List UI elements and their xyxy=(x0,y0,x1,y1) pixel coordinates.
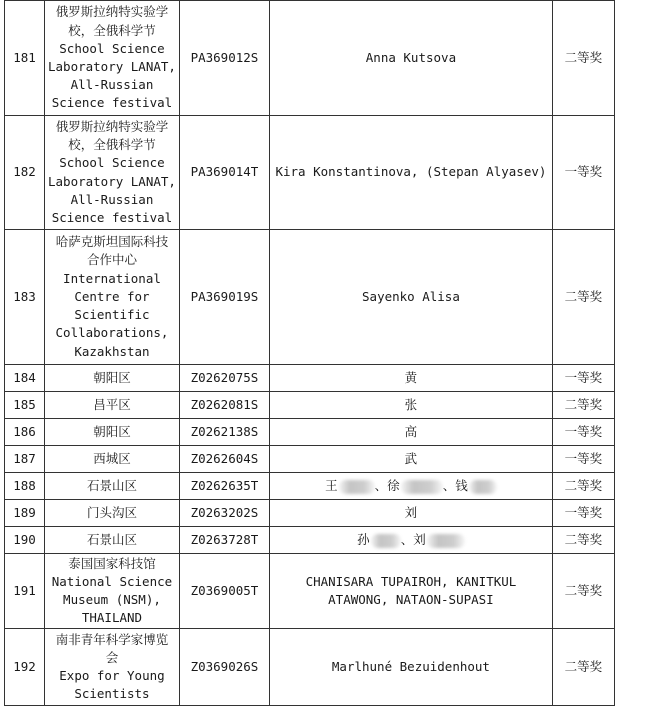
organization-line: 会 xyxy=(105,649,119,665)
award-level: 一等奖 xyxy=(552,419,614,446)
organization-line: School Science xyxy=(59,155,165,171)
organization-line: 石景山区 xyxy=(86,478,137,493)
organization-line: 昌平区 xyxy=(93,397,131,412)
participant-names xyxy=(269,392,552,419)
redaction-blur xyxy=(469,480,497,494)
table-row xyxy=(5,1,615,116)
participant-names xyxy=(269,365,552,392)
row-number: 183 xyxy=(5,230,45,365)
project-code: Z0263202S xyxy=(179,500,269,527)
participant-name-fragment: 、刘 xyxy=(400,532,426,547)
participant-names xyxy=(269,473,552,500)
project-code: PA369014T xyxy=(179,116,269,230)
participant-name-fragment: 孙 xyxy=(357,532,370,547)
participant-names xyxy=(269,629,552,706)
participant-names xyxy=(269,1,552,116)
organization-cell xyxy=(45,1,180,116)
row-number: 188 xyxy=(5,473,45,500)
row-number: 181 xyxy=(5,1,45,116)
award-level: 二等奖 xyxy=(552,629,614,706)
participant-name-text: Anna Kutsova xyxy=(365,49,457,65)
project-code: Z0263728T xyxy=(179,527,269,554)
project-code: Z0262635T xyxy=(179,473,269,500)
participant-names xyxy=(269,230,552,365)
row-number: 186 xyxy=(5,419,45,446)
project-code: PA369012S xyxy=(179,1,269,116)
participant-names xyxy=(269,116,552,230)
organization-line: 俄罗斯拉纳特实验学 xyxy=(55,118,169,134)
row-number: 192 xyxy=(5,629,45,706)
organization-line: Science festival xyxy=(51,209,173,225)
award-table xyxy=(4,0,615,706)
organization-line: National Science xyxy=(51,573,173,589)
organization-cell xyxy=(45,230,180,365)
project-code: PA369019S xyxy=(179,230,269,365)
table-row xyxy=(5,446,615,473)
row-number: 190 xyxy=(5,527,45,554)
participant-names xyxy=(269,500,552,527)
table-row xyxy=(5,473,615,500)
row-number: 182 xyxy=(5,116,45,230)
award-level: 二等奖 xyxy=(552,473,614,500)
row-number: 187 xyxy=(5,446,45,473)
participant-names xyxy=(269,446,552,473)
organization-cell xyxy=(45,554,180,629)
organization-line: School Science xyxy=(59,40,165,56)
row-number: 184 xyxy=(5,365,45,392)
organization-cell xyxy=(45,116,180,230)
organization-cell xyxy=(45,365,180,392)
award-level: 二等奖 xyxy=(552,1,614,116)
organization-line: Museum (NSM), xyxy=(63,592,161,607)
organization-line: Laboratory LANAT, xyxy=(48,59,176,74)
table-row xyxy=(5,392,615,419)
redaction-blur xyxy=(427,534,465,548)
award-level: 二等奖 xyxy=(552,230,614,365)
organization-line: International xyxy=(63,270,161,286)
project-code: Z0369005T xyxy=(179,554,269,629)
row-number: 185 xyxy=(5,392,45,419)
organization-line: Scientific xyxy=(74,307,150,323)
award-level: 一等奖 xyxy=(552,116,614,230)
participant-name-text: Sayenko Alisa xyxy=(362,288,460,304)
project-code: Z0262081S xyxy=(179,392,269,419)
organization-cell xyxy=(45,629,180,706)
organization-line: Centre for xyxy=(74,288,150,304)
organization-line: 哈萨克斯坦国际科技 xyxy=(55,234,169,250)
organization-line: 南非青年科学家博览 xyxy=(55,631,169,647)
organization-cell xyxy=(45,473,180,500)
organization-line: THAILAND xyxy=(81,610,143,626)
participant-name-text: CHANISARA TUPAIROH, KANITKUL ATAWONG, NATAON-SUPASI xyxy=(305,573,517,607)
participant-name-fragment: 张 xyxy=(404,397,418,412)
award-level: 二等奖 xyxy=(552,554,614,629)
row-number: 189 xyxy=(5,500,45,527)
table-row xyxy=(5,527,615,554)
project-code: Z0262138S xyxy=(179,419,269,446)
organization-line: 校，全俄科学节 xyxy=(68,22,156,38)
organization-line: Scientists xyxy=(74,686,150,702)
award-level: 二等奖 xyxy=(552,392,614,419)
project-code: Z0262075S xyxy=(179,365,269,392)
participant-name-fragment: 王 xyxy=(325,478,338,493)
organization-line: 西城区 xyxy=(93,451,131,466)
organization-line: Laboratory LANAT, xyxy=(48,173,176,189)
organization-line: 校，全俄科学节 xyxy=(68,137,156,153)
organization-cell xyxy=(45,446,180,473)
organization-line: 合作中心 xyxy=(86,252,137,268)
redaction-blur xyxy=(401,480,443,494)
award-level: 一等奖 xyxy=(552,365,614,392)
project-code: Z0369026S xyxy=(179,629,269,706)
participant-name-fragment: 武 xyxy=(404,451,418,466)
participant-name-fragment: 、徐 xyxy=(374,478,400,493)
organization-line: 朝阳区 xyxy=(93,370,131,385)
participant-name-fragment: 黄 xyxy=(404,370,418,385)
organization-cell xyxy=(45,419,180,446)
organization-line: Expo for Young xyxy=(59,668,165,683)
organization-line: 朝阳区 xyxy=(93,424,131,439)
row-number: 191 xyxy=(5,554,45,629)
organization-cell xyxy=(45,527,180,554)
organization-line: All-Russian xyxy=(70,77,154,93)
participant-names xyxy=(269,554,552,629)
table-row xyxy=(5,419,615,446)
table-row xyxy=(5,116,615,230)
participant-name-text: Kira Konstantinova, (Stepan Alyasev) xyxy=(275,164,547,180)
table-row xyxy=(5,629,615,706)
table-row xyxy=(5,500,615,527)
participant-name-text: Marlhuné Bezuidenhout xyxy=(331,658,490,674)
participant-name-fragment: 刘 xyxy=(404,505,418,520)
award-level: 一等奖 xyxy=(552,500,614,527)
organization-cell xyxy=(45,392,180,419)
participant-names xyxy=(269,419,552,446)
participant-name-fragment: 、钱 xyxy=(442,478,468,493)
table-row xyxy=(5,365,615,392)
redaction-blur xyxy=(339,480,375,494)
organization-cell xyxy=(45,500,180,527)
organization-line: 石景山区 xyxy=(86,532,137,547)
award-table-body xyxy=(5,1,615,706)
organization-line: 泰国国家科技馆 xyxy=(68,555,156,571)
table-row xyxy=(5,554,615,629)
participant-names xyxy=(269,527,552,554)
organization-line: All-Russian xyxy=(70,191,154,207)
organization-line: Kazakhstan xyxy=(74,343,150,359)
redaction-blur xyxy=(371,534,401,548)
project-code: Z0262604S xyxy=(179,446,269,473)
award-level: 一等奖 xyxy=(552,446,614,473)
participant-name-fragment: 高 xyxy=(404,424,418,439)
table-row xyxy=(5,230,615,365)
organization-line: Science festival xyxy=(51,95,173,111)
organization-line: Collaborations, xyxy=(55,325,169,341)
organization-line: 俄罗斯拉纳特实验学 xyxy=(55,4,169,20)
award-level: 二等奖 xyxy=(552,527,614,554)
organization-line: 门头沟区 xyxy=(86,505,137,520)
